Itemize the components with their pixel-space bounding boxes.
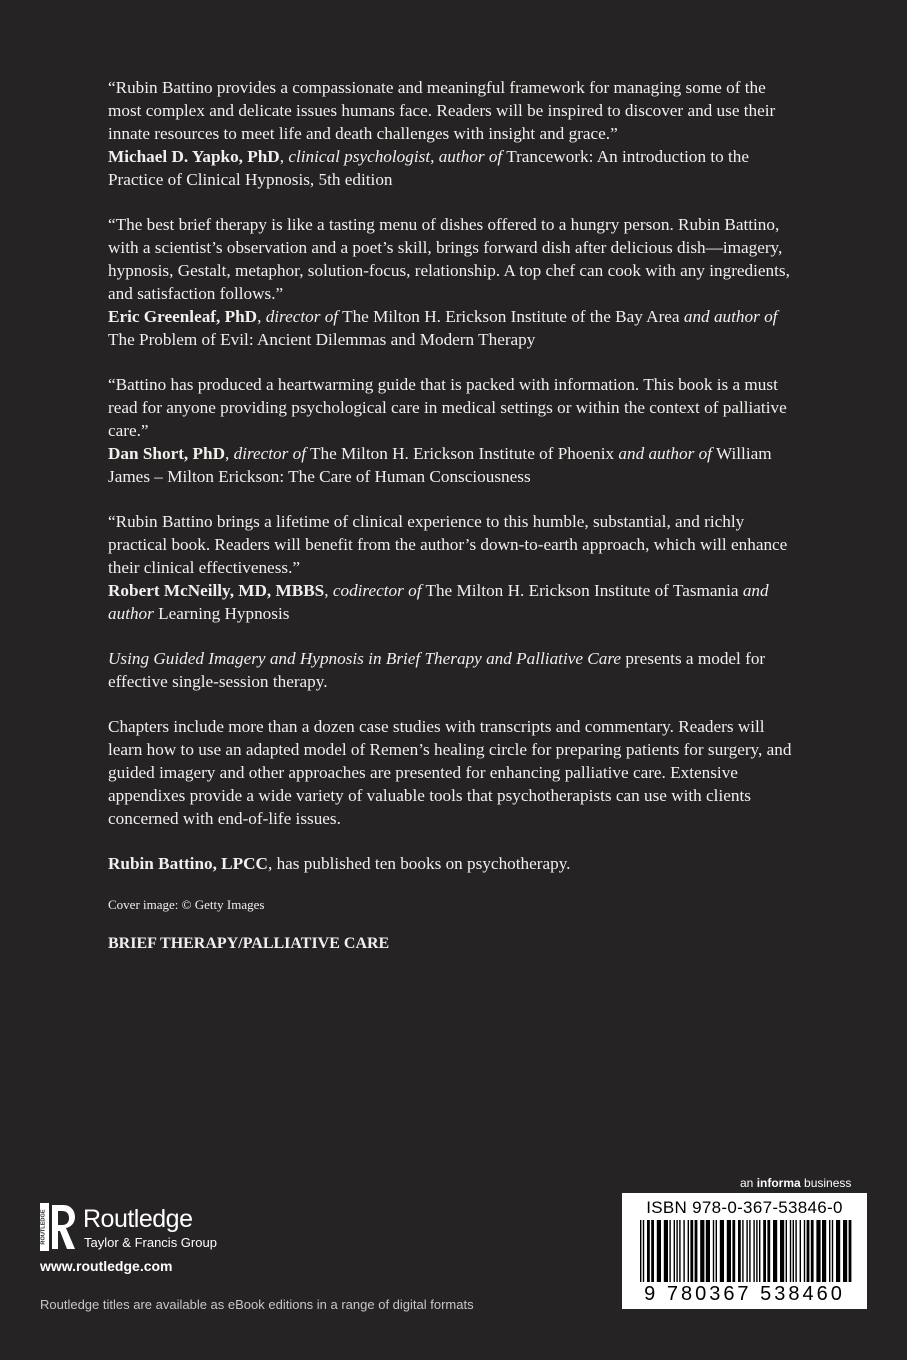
barcode-bar [795, 1220, 796, 1282]
quote-attribution: Robert McNeilly, MD, MBBS, codirector of The Milton H. Erickson Institute of Tasmania and author Learning Hypnosis [108, 581, 769, 623]
isbn-barcode [622, 1193, 867, 1309]
quote-text: “Battino has produced a heartwarming guide that is packed with information. This book is a must read for anyone providing psychological care in medical settings or within the context of palliative care.” [108, 375, 787, 440]
barcode-bar [773, 1220, 777, 1282]
quote-attribution: Dan Short, PhD, director of The Milton H. Erickson Institute of Phoenix and author of William James – Milton Erickson: The Care of Human Consciousness [108, 444, 772, 486]
quote-yapko [108, 76, 798, 191]
barcode-bar [749, 1220, 750, 1282]
quote-greenleaf [108, 213, 798, 351]
quote-author: Eric Greenleaf, PhD [108, 307, 258, 326]
barcode-bar [811, 1220, 814, 1282]
quote-attribution: Eric Greenleaf, PhD, director of The Milton H. Erickson Institute of the Bay Area and author of The Problem of Evil: Ancient Dilemmas and Modern Therapy [108, 307, 778, 349]
quote-author: Dan Short, PhD [108, 444, 225, 463]
quote-attribution: Michael D. Yapko, PhD, clinical psychologist, author of Trancework: An introduction to the Practice of Clinical Hypnosis, 5th edition [108, 147, 750, 189]
barcode-bar [759, 1220, 760, 1282]
barcode-bar [742, 1220, 743, 1282]
barcode-bar [793, 1220, 794, 1282]
barcode-bar [763, 1220, 766, 1282]
informa-business-tag: an informa business [740, 1176, 852, 1190]
barcode-bar [688, 1220, 689, 1282]
barcode-bar [738, 1220, 741, 1282]
quote-author: Robert McNeilly, MD, MBBS [108, 581, 325, 600]
publisher-name: Routledge [83, 1205, 193, 1233]
barcode-bar [669, 1220, 670, 1282]
barcode-bar [822, 1220, 826, 1282]
barcode-bar [727, 1220, 731, 1282]
barcode-bar [657, 1220, 661, 1282]
barcode-bar [800, 1220, 801, 1282]
barcode-bar [647, 1220, 650, 1282]
barcode-bar [664, 1220, 668, 1282]
barcode-bar [849, 1220, 852, 1282]
quote-text: “Rubin Battino provides a compassionate and meaningful framework for managing some of the most complex and delicate issues humans face. Readers will be inspired to discover and use their innate resources to meet life and death challenges with insight and grace.” [108, 78, 776, 143]
barcode-bar [690, 1220, 693, 1282]
barcode-bar [683, 1220, 684, 1282]
barcode-bar [807, 1220, 810, 1282]
barcode-bar [679, 1220, 680, 1282]
quote-text: “The best brief therapy is like a tasting menu of dishes offered to a hungry person. Rubin Battino, with a scientist’s observation and a poet’s skill, brings forward dish after delicious dish—imagery, hypnosis, Gestalt, metaphor, solution-focus, relationship. A top chef can cook with any ingredients, and satisfaction follows.” [108, 215, 790, 303]
barcode-bar [843, 1220, 847, 1282]
author-bio: Rubin Battino, LPCC, has published ten books on psychotherapy. [108, 854, 571, 873]
barcode-bar [643, 1220, 644, 1282]
barcode-bar [753, 1220, 754, 1282]
barcode-bar [756, 1220, 757, 1282]
barcode-bar [720, 1220, 724, 1282]
quote-text: “Rubin Battino brings a lifetime of clinical experience to this humble, substantial, and richly practical book. Readers will benefit from the author’s down-to-earth approach, which will enhance their clinical effectiveness.” [108, 512, 788, 577]
barcode-bar [651, 1220, 654, 1282]
quote-author: Michael D. Yapko, PhD [108, 147, 280, 166]
barcode-bar [640, 1220, 641, 1282]
subject-category: BRIEF THERAPY/PALLIATIVE CARE [108, 935, 390, 952]
publisher-group: Taylor & Francis Group [84, 1235, 217, 1250]
barcode-bar [695, 1220, 698, 1282]
barcode-bar [829, 1220, 830, 1282]
barcode-bar [816, 1220, 820, 1282]
back-cover-text [108, 76, 798, 953]
routledge-r-icon [40, 1203, 76, 1251]
logo-vertical-text: ROUTLEDGE [40, 1209, 47, 1245]
barcode-bar [706, 1220, 710, 1282]
publisher-website[interactable]: www.routledge.com [40, 1258, 173, 1274]
barcode-bar [832, 1220, 833, 1282]
barcode-bar [732, 1220, 735, 1282]
barcode-bar [767, 1220, 770, 1282]
quote-mcneilly [108, 510, 798, 625]
barcode-bar [674, 1220, 675, 1282]
routledge-logo [40, 1203, 240, 1253]
quote-short [108, 373, 798, 488]
ean-digits: 9 780367 538460 [644, 1283, 845, 1305]
barcode-bar [700, 1220, 704, 1282]
isbn-label: ISBN 978-0-367-53846-0 [646, 1198, 843, 1217]
barcode-bar [780, 1220, 784, 1282]
barcode-bar [746, 1220, 747, 1282]
barcode-bar [676, 1220, 677, 1282]
chapters-description: Chapters include more than a dozen case studies with transcripts and commentary. Readers will learn how to use an adapted model of Remen’s healing circle for preparing patients for surgery, and guided imagery and other approaches are presented for enhancing palliative care. Extensive appendixes provide a wide variety of valuable tools that psychotherapists can use with clients concerned with end-of-life issues. [108, 717, 792, 828]
barcode-bar [716, 1220, 717, 1282]
barcode-bar [790, 1220, 791, 1282]
barcode-bar [836, 1220, 840, 1282]
barcode-bar [786, 1220, 787, 1282]
ebook-note: Routledge titles are available as eBook editions in a range of digital formats [40, 1297, 474, 1312]
barcode-bar [804, 1220, 805, 1282]
barcode-bars [622, 1220, 867, 1286]
book-title: Using Guided Imagery and Hypnosis in Brief Therapy and Palliative Care [108, 649, 622, 668]
book-summary: Using Guided Imagery and Hypnosis in Brief Therapy and Palliative Care presents a model for effective single-session therapy. [108, 649, 766, 691]
barcode-bar [713, 1220, 714, 1282]
author-name: Rubin Battino, LPCC [108, 854, 268, 873]
cover-credit: Cover image: © Getty Images [108, 897, 265, 912]
